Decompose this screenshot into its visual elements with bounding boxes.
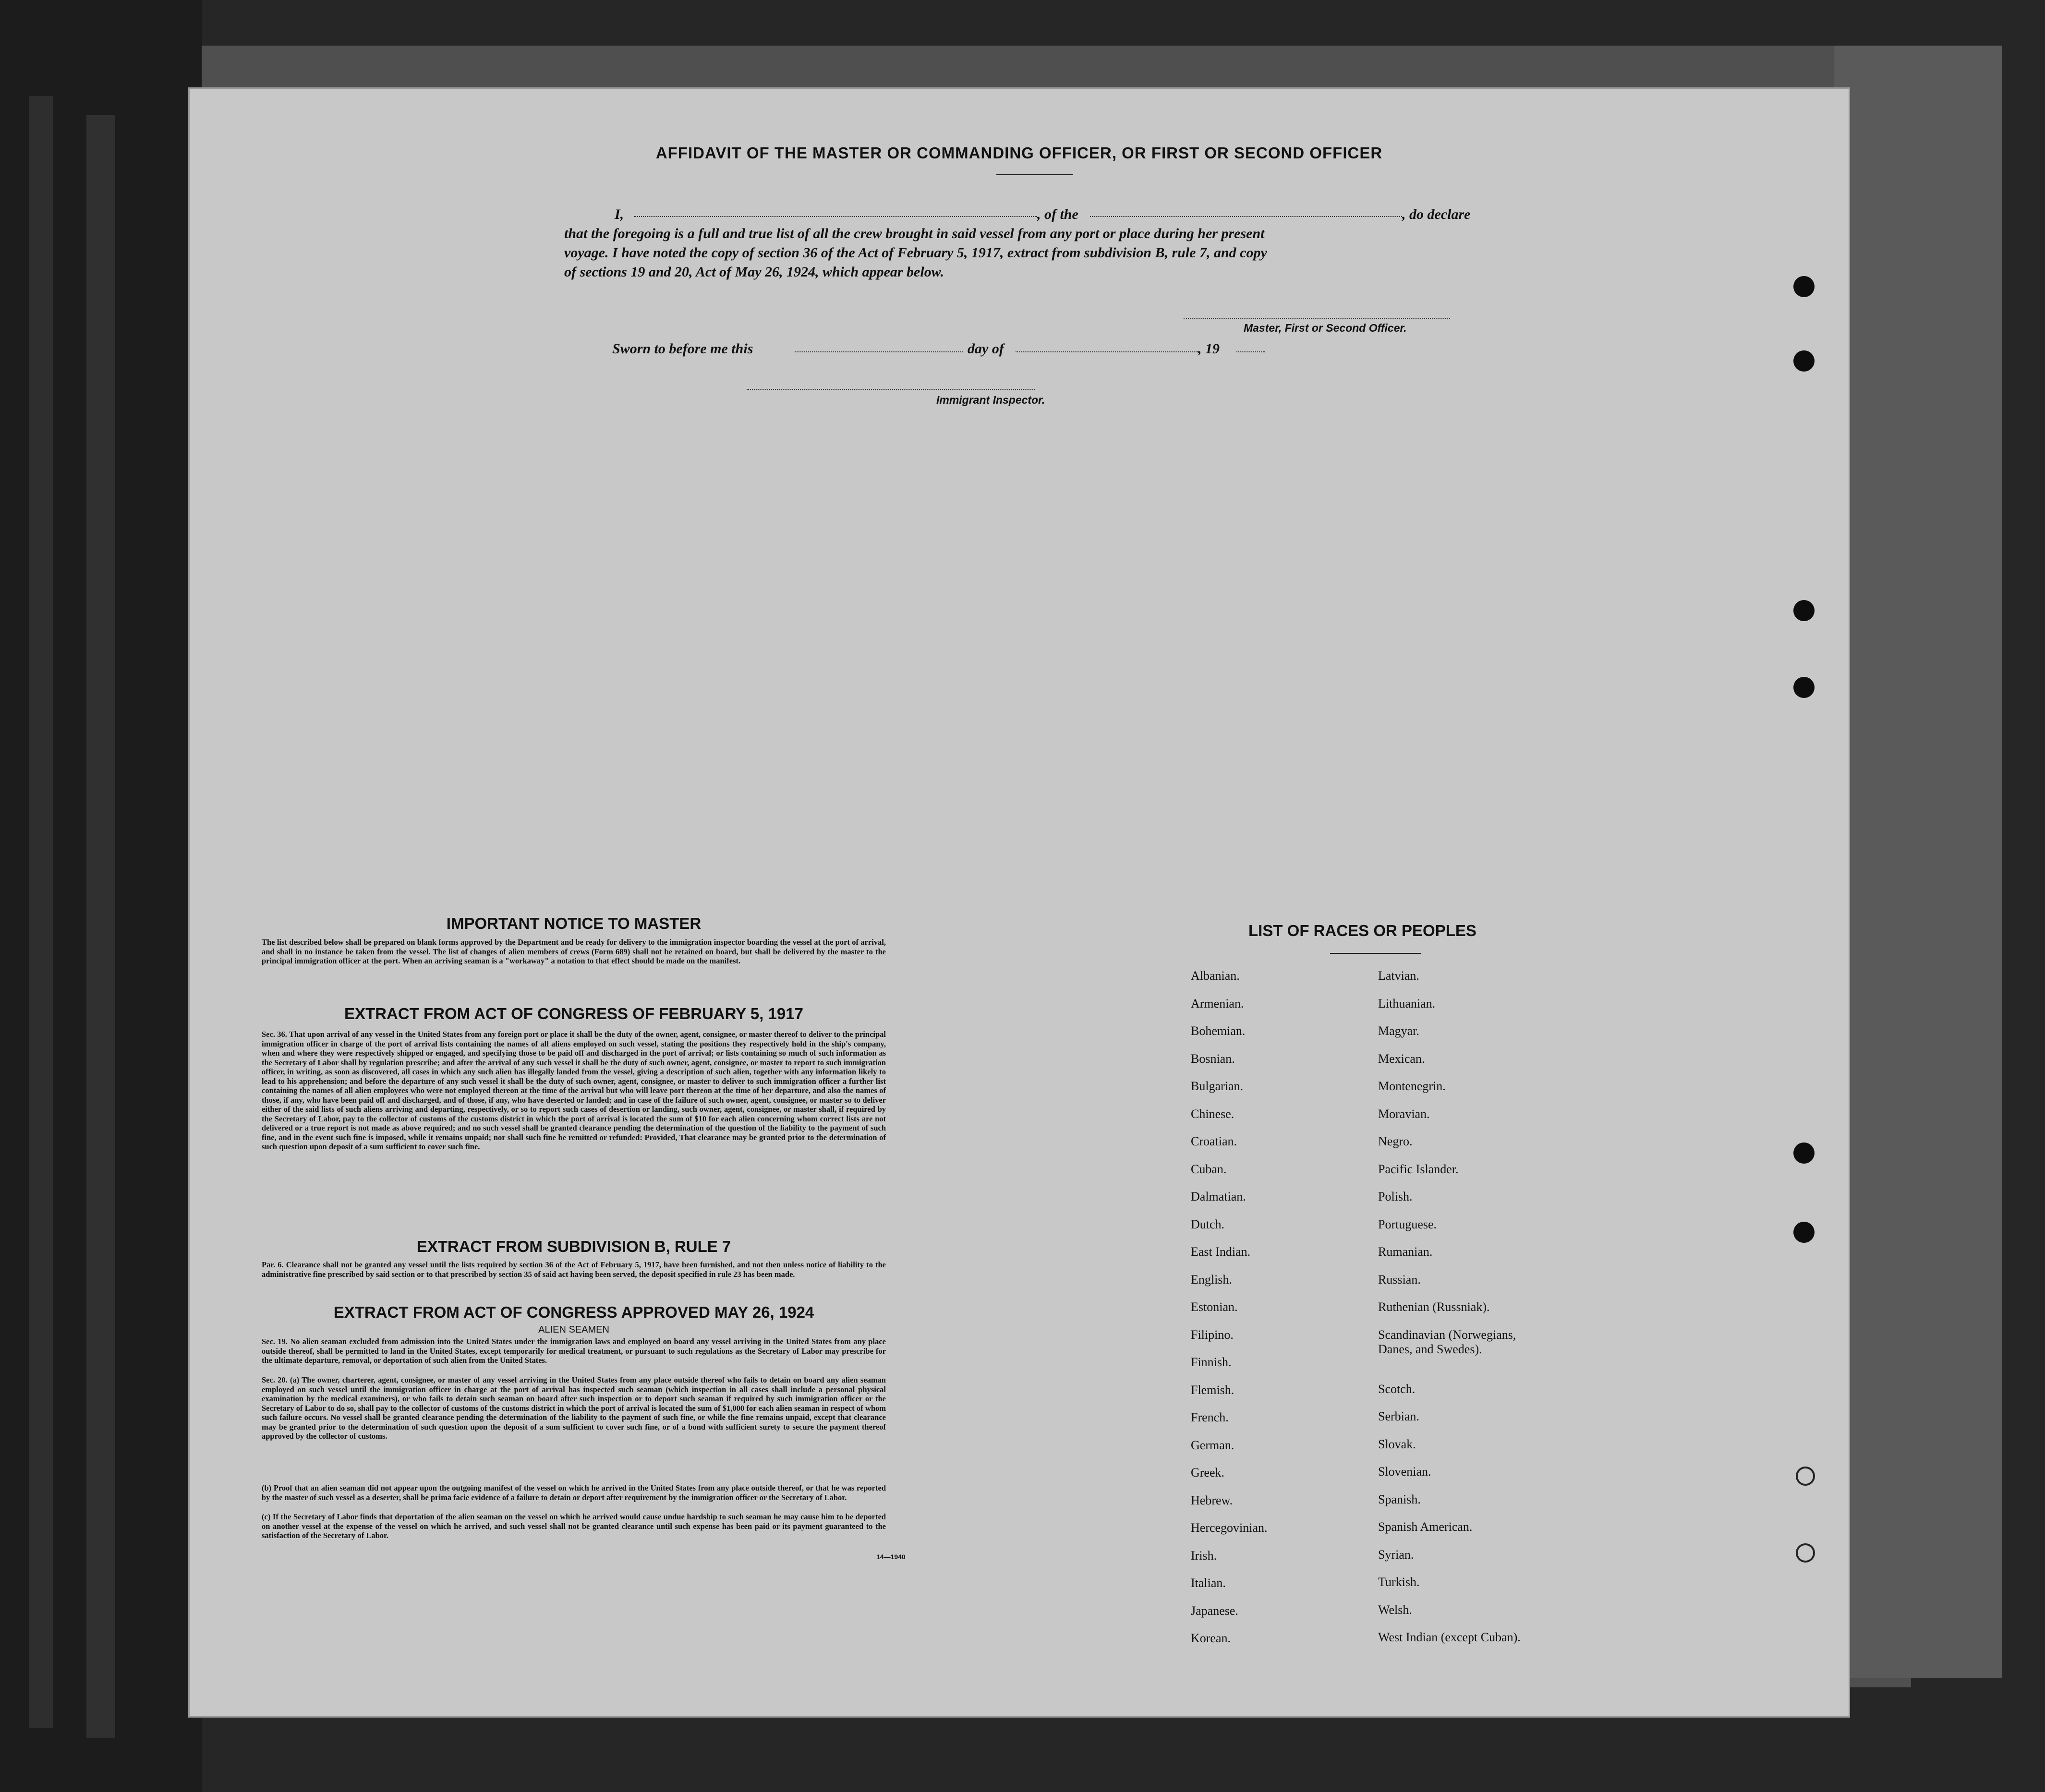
affidavit-line2: that the foregoing is a full and true list of all the crew brought in said vessel from any port or place during her present: [564, 226, 1265, 241]
binder-hole: [1796, 1543, 1815, 1563]
title-underline: [996, 174, 1073, 175]
race-item: Finnish.: [1191, 1355, 1232, 1369]
day-blank: [795, 351, 963, 352]
form-number: 14—1940: [876, 1553, 906, 1561]
sworn-suffix: , 19: [1198, 341, 1220, 357]
extract-1924-sec20c: (c) If the Secretary of Labor finds that deportation of the alien seaman on the vessel on which he arrived would cause undue hardship to such seaman he may cause him to be deported on another vessel at the expense of the vessel on which he arrived, and such vessel shall not be granted clearance until such expense has been paid or its payment guaranteed to the satisfaction of the Secretary of Labor.: [262, 1512, 886, 1540]
race-item: Chinese.: [1191, 1106, 1234, 1121]
race-item: Negro.: [1378, 1134, 1413, 1148]
race-item: French.: [1191, 1410, 1229, 1424]
race-item: Moravian.: [1378, 1106, 1430, 1121]
race-item: Serbian.: [1378, 1409, 1419, 1423]
binder-hole: [1793, 1222, 1815, 1243]
sworn-mid: day of: [968, 341, 1004, 357]
race-item: Lithuanian.: [1378, 996, 1436, 1010]
master-signature-line: [1184, 318, 1450, 319]
inspector-label: Immigrant Inspector.: [936, 394, 1045, 406]
affidavit-title: AFFIDAVIT OF THE MASTER OR COMMANDING OFFICER, OR FIRST OR SECOND OFFICER: [655, 144, 1383, 162]
race-item: Cuban.: [1191, 1162, 1227, 1176]
extract-1917-text: Sec. 36. That upon arrival of any vessel in the United States from any foreign port or place it shall be the duty of the owner, agent, consignee, or master thereof to deliver to the principal immigration officer in charge of the port of arrival lists containing the names of all aliens employed on such vessel, stating the positions they respectively hold in the ship's company, when and where they were respectively shipped or engaged, and specifying those to be paid off and discharged in the port of arrival; or lists containing so much of such information as the Secretary of Labor shall by regulation prescribe; and after the arrival of any such vessel it shall be the duty of such owner, agent, consignee, or master to report to such immigration officer, in writing, as soon as discovered, all cases in which any such alien has illegally landed from the vessel, giving a description of such alien, together with any information likely to lead to his apprehension; and before the departure of any such vessel it shall be the duty of such owner, agent, consignee, or master to deliver to such immigration officer a further list containing the names of all alien employees who were not employed thereon at the time of the arrival but who will leave port thereon at the time of her departure, and also the names of those, if any, who have been paid off and discharged, and of those, if any, who have deserted or landed; and in case of the failure of such owner, agent, consignee, or master so to deliver either of the said lists of such aliens arriving and departing, respectively, or so to report such cases of desertion or landing, such owner, agent, consignee, or master shall, if required by the Secretary of Labor, pay to the collector of customs of the customs district in which the port of arrival is located the sum of $10 for each alien concerning whom correct lists are not delivered or a true report is not made as above required; and no such vessel shall be granted clearance pending the determination of the question of the liability to the payment of such fine, and in the event such fine is imposed, while it remains unpaid; nor shall such fine be remitted or refunded: Provided, That clearance may be granted prior to the determination of such question upon deposit of a sum sufficient to cover such fine.: [262, 1030, 886, 1151]
race-item: Scandinavian (Norwegians, Danes, and Swedes).: [1378, 1327, 1516, 1356]
extract-1924-sec20a: Sec. 20. (a) The owner, charterer, agent, consignee, or master of any vessel arriving in the United States from any place outside thereof who fails to detain on board any alien seaman employed on such vessel until the immigration officer in charge at the port of arrival has inspected such seaman (which inspection in all cases shall include a personal physical examination by the medical examiners), or who fails to detain such seaman on board after such inspection or to deport such seaman if required by such immigration officer or the Secretary of Labor to do so, shall pay to the collector of customs of the customs district in which the port of arrival is located the sum of $1,000 for each alien seaman in respect of whom such failure occurs. No vessel shall be granted clearance pending the determination of the liability to the payment of such fine, or while the fine remains unpaid, except that clearance may be granted prior to the determination of such question upon the deposit of a sum sufficient to cover such fine, or of a bond with sufficient surety to secure the payment thereof approved by the collector of customs.: [262, 1375, 886, 1441]
master-signature-label: Master, First or Second Officer.: [1244, 322, 1407, 334]
binder-hole: [1793, 276, 1815, 297]
race-item: Croatian.: [1191, 1134, 1237, 1148]
race-item: Spanish American.: [1378, 1520, 1473, 1534]
race-item: Estonian.: [1191, 1300, 1238, 1314]
binder-hole: [1793, 1143, 1815, 1164]
affidavit-line1-mid: , of the: [1037, 206, 1078, 222]
underlying-page-edge: [1834, 46, 2002, 1678]
extract-rule7-text: Par. 6. Clearance shall not be granted any vessel until the lists required by section 36 of the Act of February 5, 1917, have been furnished, and not then unless notice of liability to the administrative fine prescribed by said section or to that prescribed by section 35 of said act having been served, the deposit specified in rule 23 has been made.: [262, 1260, 886, 1279]
race-item: Irish.: [1191, 1548, 1217, 1563]
year-blank: [1236, 351, 1265, 352]
race-item: Ruthenian (Russniak).: [1378, 1300, 1490, 1314]
sworn-prefix: Sworn to before me this: [612, 341, 753, 357]
race-item: East Indian.: [1191, 1245, 1251, 1259]
race-item: Bulgarian.: [1191, 1079, 1244, 1093]
race-item: Italian.: [1191, 1576, 1226, 1590]
race-item: Korean.: [1191, 1631, 1231, 1645]
race-item: Bosnian.: [1191, 1051, 1235, 1066]
race-item: Latvian.: [1378, 969, 1419, 983]
extract-rule7-title: EXTRACT FROM SUBDIVISION B, RULE 7: [416, 1238, 731, 1255]
binder-hole: [1793, 677, 1815, 698]
race-item: Pacific Islander.: [1378, 1162, 1459, 1176]
binder-hole: [1796, 1467, 1815, 1486]
extract-1924-title: EXTRACT FROM ACT OF CONGRESS APPROVED MAY 26, 1924: [333, 1303, 814, 1321]
race-item: Turkish.: [1378, 1575, 1420, 1589]
scan-edge: [86, 115, 115, 1738]
alien-seamen-subtitle: ALIEN SEAMEN: [538, 1324, 609, 1335]
notice-text: The list described below shall be prepared on blank forms approved by the Department and be ready for delivery to the immigration inspector boarding the vessel at the port of arrival, and shall in no instance be taken from the vessel. The list of changes of alien members of crews (Form 689) shall not be retained on board, but shall be delivered by the master to the principal immigration officer at the port. When an arriving seaman is a "workaway" a notation to that effect should be made on the manifest.: [262, 938, 886, 965]
scan-edge: [29, 96, 53, 1728]
race-item: West Indian (except Cuban).: [1378, 1630, 1521, 1644]
race-item: Filipino.: [1191, 1327, 1234, 1342]
race-item: Syrian.: [1378, 1547, 1414, 1562]
races-title-underline: [1330, 953, 1421, 954]
vessel-blank: [1090, 216, 1402, 217]
race-item: Scotch.: [1378, 1382, 1416, 1396]
race-item: Montenegrin.: [1378, 1079, 1446, 1093]
binder-hole: [1793, 600, 1815, 621]
race-item: Russian.: [1378, 1272, 1421, 1287]
races-title: LIST OF RACES OR PEOPLES: [1248, 922, 1476, 939]
race-item: Portuguese.: [1378, 1217, 1437, 1231]
inspector-signature-line: [747, 389, 1035, 390]
binder-hole: [1793, 350, 1815, 372]
race-item: Albanian.: [1191, 969, 1240, 983]
affidavit-line4: of sections 19 and 20, Act of May 26, 1924, which appear below.: [564, 264, 944, 280]
race-item: Polish.: [1378, 1190, 1413, 1203]
affidavit-line1-prefix: I,: [615, 206, 624, 222]
race-item: Flemish.: [1191, 1383, 1234, 1397]
race-item: Bohemian.: [1191, 1024, 1246, 1038]
extract-1924-sec19: Sec. 19. No alien seaman excluded from admission into the United States under the immigration laws and employed on board any vessel arriving in the United States from any place outside thereof, shall be permitted to land in the United States, except temporarily for medical treatment, or pursuant to such regulations as the Secretary of Labor may prescribe for the ultimate departure, removal, or deportation of such alien from the United States.: [262, 1337, 886, 1365]
race-item: Hebrew.: [1191, 1493, 1233, 1507]
race-item: Dutch.: [1191, 1217, 1225, 1231]
notice-title: IMPORTANT NOTICE TO MASTER: [446, 914, 702, 932]
race-item: Dalmatian.: [1191, 1190, 1246, 1203]
race-item: Japanese.: [1191, 1603, 1238, 1618]
race-item: Hercegovinian.: [1191, 1521, 1268, 1535]
race-item: Magyar.: [1378, 1024, 1419, 1038]
race-item: Slovenian.: [1378, 1465, 1431, 1479]
race-item: Spanish.: [1378, 1492, 1421, 1506]
extract-1924-sec20b: (b) Proof that an alien seaman did not appear upon the outgoing manifest of the vessel on which he arrived in the United States from any place outside thereof, or that he was reported by the master of such vessel as a deserter, shall be prima facie evidence of a failure to detain or deport after requirement by the immigration officer or the Secretary of Labor.: [262, 1483, 886, 1502]
race-item: German.: [1191, 1438, 1234, 1452]
extract-1917-title: EXTRACT FROM ACT OF CONGRESS OF FEBRUARY 5, 1917: [344, 1005, 803, 1022]
race-item: English.: [1191, 1272, 1232, 1287]
race-item: Welsh.: [1378, 1602, 1412, 1617]
month-blank: [1016, 351, 1198, 352]
race-item: Slovak.: [1378, 1437, 1416, 1451]
affidavit-line1-suffix: , do declare: [1402, 206, 1471, 222]
race-item: Mexican.: [1378, 1051, 1425, 1066]
race-item: Armenian.: [1191, 996, 1244, 1010]
race-item: Greek.: [1191, 1466, 1225, 1479]
affidavit-line3: voyage. I have noted the copy of section 36 of the Act of February 5, 1917, extract from subdivision B, rule 7, and copy: [564, 245, 1267, 261]
name-blank: [634, 216, 1037, 217]
document-page: [190, 89, 1849, 1716]
race-item: Rumanian.: [1378, 1245, 1433, 1259]
